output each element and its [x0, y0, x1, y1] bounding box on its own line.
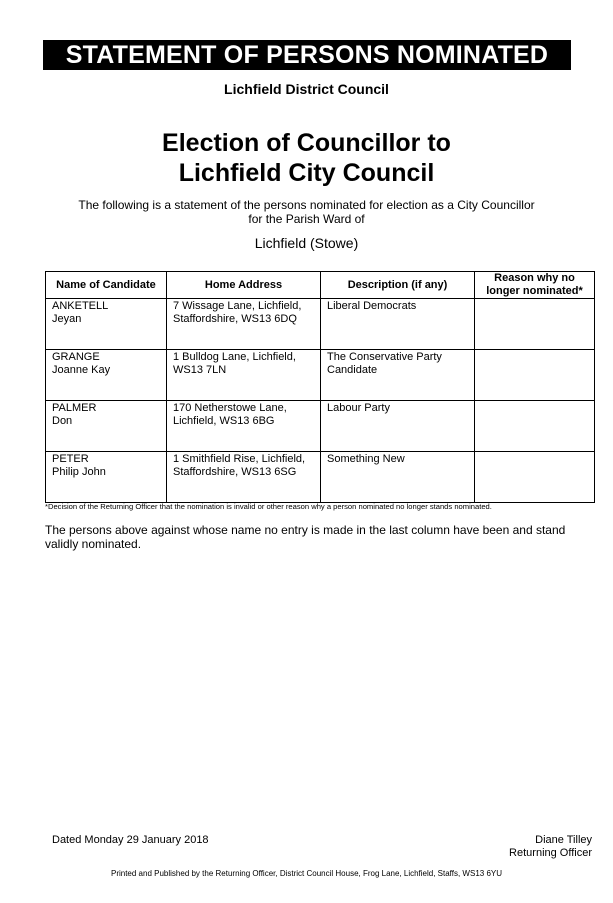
candidate-surname: GRANGE	[52, 351, 100, 363]
address-line-2: Lichfield, WS13 6BG	[173, 415, 275, 427]
candidate-reason-cell	[475, 299, 595, 350]
table-row	[46, 299, 595, 350]
candidate-name-cell	[46, 452, 167, 503]
footnote: *Decision of the Returning Officer that the nomination is invalid or other reason why a person nominated no longer stands nominated.	[45, 502, 492, 511]
candidate-reason-cell	[475, 401, 595, 452]
intro-line-2: for the Parish Ward of	[248, 212, 365, 226]
candidate-surname: PALMER	[52, 402, 97, 414]
address-line-2: WS13 7LN	[173, 364, 227, 376]
address-line-1: 170 Netherstowe Lane,	[173, 402, 287, 414]
candidate-forenames: Don	[52, 415, 73, 427]
dated-line: Dated Monday 29 January 2018	[52, 834, 209, 846]
intro-text	[0, 198, 613, 226]
table-row	[46, 401, 595, 452]
statement-banner: STATEMENT OF PERSONS NOMINATED	[43, 40, 571, 70]
returning-officer-signature	[509, 834, 592, 860]
candidates-table	[45, 271, 595, 503]
election-title-line-2: Lichfield City Council	[178, 159, 435, 187]
officer-name: Diane Tilley	[535, 834, 592, 846]
table-row	[46, 452, 595, 503]
address-line-1: 1 Bulldog Lane, Lichfield,	[173, 351, 296, 363]
candidate-description-cell	[321, 452, 475, 503]
candidate-reason-cell	[475, 350, 595, 401]
column-header-reason: Reason why no longer nominated*	[475, 272, 595, 299]
candidate-reason-cell	[475, 452, 595, 503]
table-header-row	[46, 272, 595, 299]
candidate-name-cell	[46, 299, 167, 350]
description-line-2: Candidate	[327, 364, 378, 376]
candidate-address-cell	[167, 350, 321, 401]
election-title-line-1: Election of Councillor to	[162, 129, 451, 157]
address-line-1: 1 Smithfield Rise, Lichfield,	[173, 453, 306, 465]
council-name: Lichfield District Council	[224, 81, 389, 97]
column-header-description: Description (if any)	[321, 272, 475, 299]
candidate-description-cell	[321, 299, 475, 350]
candidate-forenames: Joanne Kay	[52, 364, 111, 376]
address-line-1: 7 Wissage Lane, Lichfield,	[173, 300, 302, 312]
validly-nominated-statement: The persons above against whose name no entry is made in the last column have been and stand validly nominated.	[45, 523, 566, 551]
address-line-2: Staffordshire, WS13 6SG	[173, 466, 297, 478]
description-line-1: Liberal Democrats	[327, 300, 417, 312]
candidate-forenames: Philip John	[52, 466, 106, 478]
intro-line-1: The following is a statement of the persons nominated for election as a City Councillor	[78, 198, 535, 212]
description-line-1: Something New	[327, 453, 405, 465]
candidate-address-cell	[167, 401, 321, 452]
printed-by-line: Printed and Published by the Returning Officer, District Council House, Frog Lane, Lichfield, Staffs, WS13 6YU	[110, 869, 502, 878]
candidate-address-cell	[167, 299, 321, 350]
candidate-description-cell	[321, 401, 475, 452]
description-line-1: Labour Party	[327, 402, 390, 414]
candidate-surname: PETER	[52, 453, 89, 465]
address-line-2: Staffordshire, WS13 6DQ	[173, 313, 297, 325]
candidate-name-cell	[46, 401, 167, 452]
candidate-forenames: Jeyan	[52, 313, 82, 325]
candidate-description-cell	[321, 350, 475, 401]
table-row	[46, 350, 595, 401]
candidate-address-cell	[167, 452, 321, 503]
candidate-name-cell	[46, 350, 167, 401]
column-header-address: Home Address	[167, 272, 321, 299]
candidate-surname: ANKETELL	[52, 300, 109, 312]
description-line-1: The Conservative Party	[327, 351, 442, 363]
election-title	[0, 128, 613, 188]
column-header-name: Name of Candidate	[46, 272, 167, 299]
officer-title: Returning Officer	[509, 847, 592, 859]
ward-name: Lichfield (Stowe)	[254, 235, 359, 251]
